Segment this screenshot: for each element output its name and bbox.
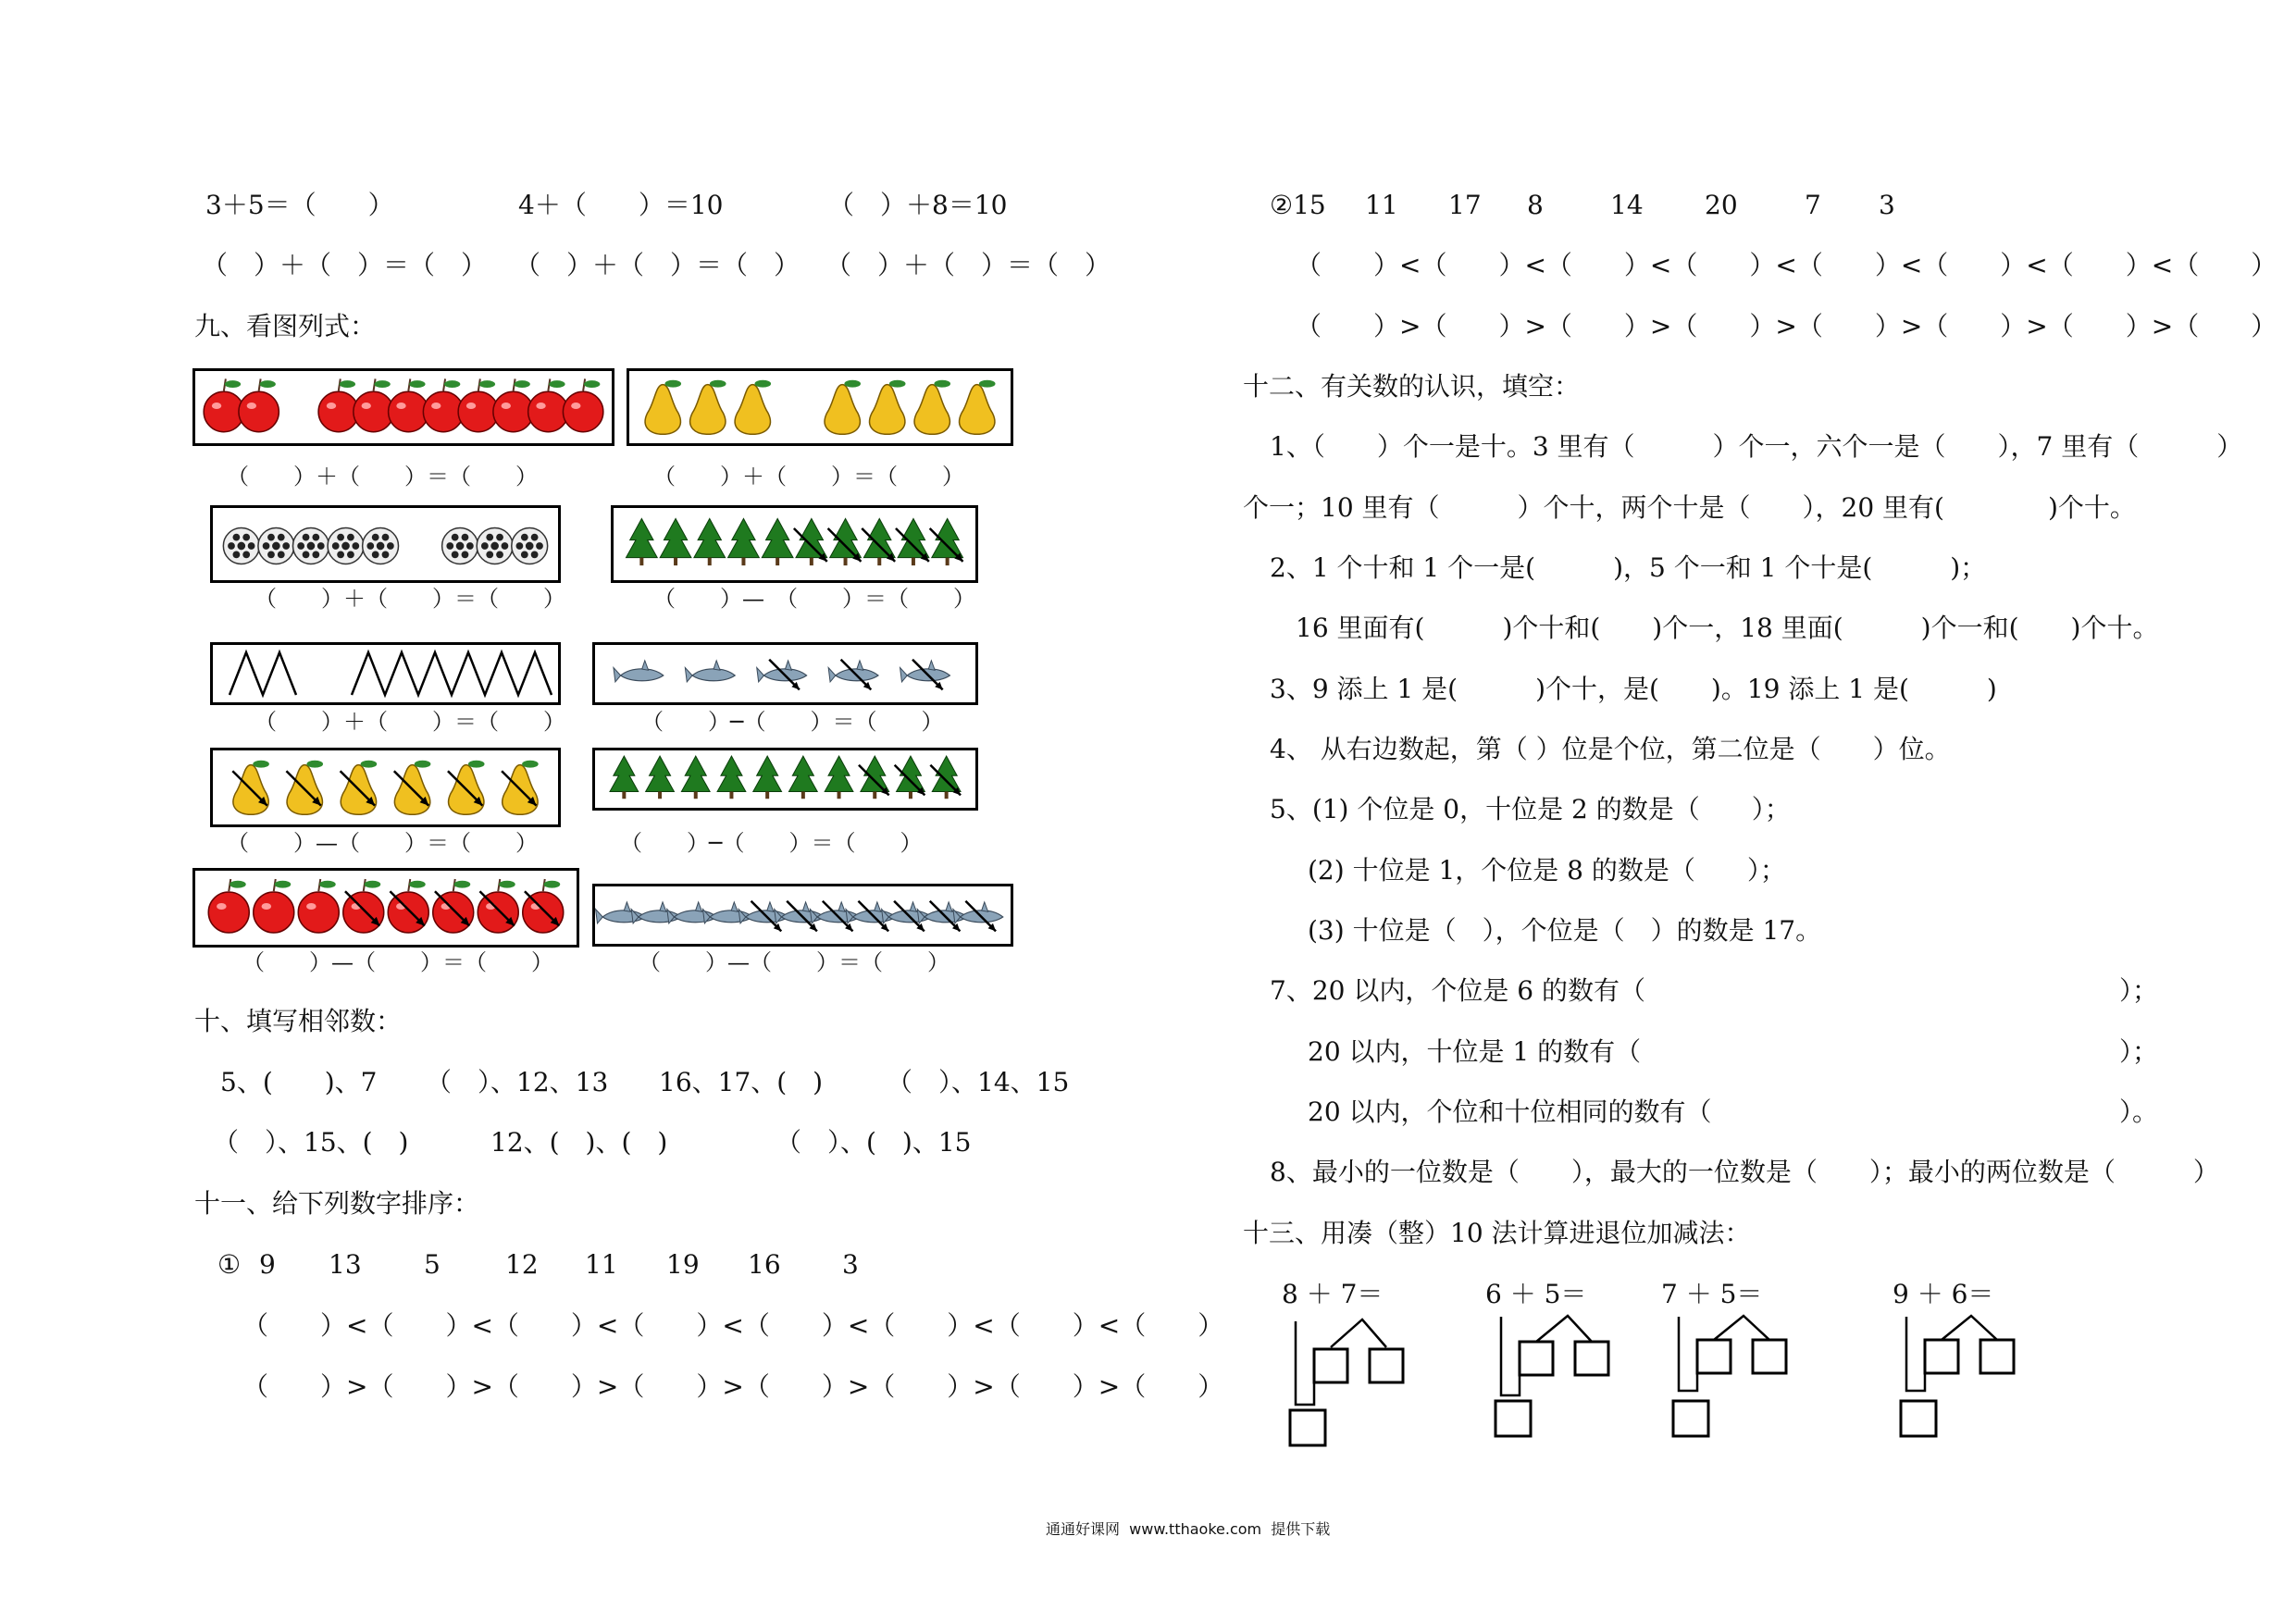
picture-equation: （ ）—（ ）＝（ ）	[227, 830, 538, 856]
equation-blank-plus-8: （ ）＋8＝10	[828, 190, 1008, 220]
picture-items	[223, 528, 547, 564]
answer-square	[1697, 1340, 1731, 1373]
sort-q1-number: 12	[505, 1249, 539, 1280]
sort-q1-number: 13	[329, 1249, 362, 1280]
answer-square	[1370, 1349, 1403, 1382]
sort-q1-number: 11	[585, 1249, 618, 1280]
picture-items	[208, 879, 564, 933]
equation-blank-sum-3: （ ）＋（ ）＝（ ）	[825, 250, 1111, 280]
picture-box-balls-add	[210, 505, 561, 583]
number-fact-line: 1、（ ）个一是十。3 里有（ ）个一，六个一是（ ），7 里有（ ）	[1270, 431, 2243, 462]
number-fact-line: 20 以内，个位和十位相同的数有（	[1308, 1096, 1712, 1127]
answer-square	[1901, 1401, 1936, 1436]
equation-blank-sum-2: （ ）＋（ ）＝（ ）	[515, 250, 800, 280]
sort-q2-number: 20	[1705, 190, 1738, 220]
picture-equation: （ ）＋（ ）＝（ ）	[653, 464, 964, 489]
sort-q2-number: ②15	[1270, 190, 1326, 220]
picture-box-pears-subtract	[210, 748, 561, 827]
make-ten-diagram-2	[1483, 1312, 1631, 1451]
make-ten-expression: 6 ＋ 5＝	[1485, 1279, 1587, 1309]
sort-q2-number: 17	[1448, 190, 1482, 220]
picture-items	[645, 380, 995, 435]
picture-items	[204, 378, 603, 431]
number-fact-line: (3) 十位是（ ），个位是（ ）的数是 17。	[1308, 915, 1822, 946]
sort-q2-number: 14	[1610, 190, 1644, 220]
picture-equation: （ ）＋（ ）＝（ ）	[227, 464, 538, 489]
line-end-paren: ）；	[2119, 1036, 2159, 1067]
make-ten-diagram-3	[1660, 1312, 1808, 1451]
sort-q1-number: 16	[748, 1249, 781, 1280]
sort-q1-number: 5	[424, 1249, 441, 1280]
make-ten-diagram-4	[1888, 1312, 2036, 1451]
picture-equation: （ ）—（ ）＝（ ）	[639, 949, 949, 975]
sort-q2-number: 8	[1527, 190, 1544, 220]
picture-items	[596, 901, 1003, 932]
picture-items	[610, 756, 961, 799]
picture-box-sharks-subtract-2	[592, 884, 1013, 947]
line-end-paren: ）。	[2119, 1096, 2159, 1127]
sort-q2-number: 11	[1365, 190, 1398, 220]
picture-equation: （ ）─（ ）＝（ ）	[641, 709, 944, 735]
sort-q1-less-than-row: （ ）<（ ）<（ ）<（ ）<（ ）<（ ）<（ ）<（ ）	[242, 1310, 1224, 1341]
sort-q2-less-than-row: （ ）<（ ）<（ ）<（ ）<（ ）<（ ）<（ ）<（ ）	[1296, 250, 2277, 280]
answer-square	[1925, 1340, 1958, 1373]
sort-q1-number: 3	[842, 1249, 859, 1280]
section-12-title: 十二、有关数的认识，填空：	[1243, 371, 1581, 402]
answer-square	[1673, 1401, 1708, 1436]
answer-square	[1290, 1410, 1325, 1445]
picture-box-pears-add	[627, 368, 1013, 446]
number-fact-line: 2、1 个十和 1 个一是( )，5 个一和 1 个十是( )；	[1270, 552, 1987, 583]
picture-box-apples-subtract	[192, 868, 579, 948]
picture-items	[230, 652, 552, 695]
number-fact-line: (2) 十位是 1，个位是 8 的数是（ ）；	[1308, 855, 1786, 886]
picture-equation: （ ）—（ ）＝（ ）	[242, 949, 553, 975]
picture-box-apples-add	[192, 368, 614, 446]
number-fact-line: 5、(1) 个位是 0，十位是 2 的数是（ ）；	[1270, 794, 1791, 824]
answer-square	[1980, 1340, 2014, 1373]
neighbor-15-end: （ ）、( )、15	[776, 1127, 972, 1158]
neighbor-14-15: （ ）、14、15	[887, 1067, 1070, 1097]
equation-4-plus-blank: 4＋（ ）＝10	[518, 190, 724, 220]
number-fact-line: 20 以内，十位是 1 的数有（	[1308, 1036, 1642, 1067]
sort-q1-number: 9	[259, 1249, 276, 1280]
answer-square	[1753, 1340, 1786, 1373]
neighbor-16-17: 16、17、( )	[659, 1067, 824, 1097]
make-ten-expression: 7 ＋ 5＝	[1661, 1279, 1763, 1309]
equation-3-plus-5: 3＋5＝（ ）	[205, 190, 394, 220]
sort-q1-label: ①	[217, 1249, 242, 1280]
sort-q2-number: 3	[1879, 190, 1895, 220]
picture-box-triangles-add	[210, 642, 561, 705]
neighbor-15: （ ）、15、( )	[213, 1127, 409, 1158]
neighbor-5-7: 5、( )、7	[220, 1067, 378, 1097]
picture-box-trees-subtract-2	[592, 748, 978, 811]
picture-box-trees-subtract	[611, 505, 978, 583]
make-ten-expression: 8 ＋ 7＝	[1282, 1279, 1384, 1309]
picture-equation: （ ）─（ ）＝（ ）	[620, 830, 923, 856]
section-10-title: 十、填写相邻数：	[194, 1006, 403, 1036]
picture-items	[232, 761, 538, 815]
picture-box-sharks-subtract	[592, 642, 978, 705]
neighbor-12-13: （ ）、12、13	[426, 1067, 609, 1097]
answer-square	[1496, 1401, 1531, 1436]
make-ten-expression: 9 ＋ 6＝	[1893, 1279, 1994, 1309]
picture-equation: （ ）＋（ ）＝（ ）	[254, 709, 565, 735]
line-end-paren: ）；	[2119, 975, 2159, 1006]
number-fact-line: 4、 从右边数起，第（ ）位是个位，第二位是（ ）位。	[1270, 734, 1951, 764]
neighbor-12: 12、( )、( )	[490, 1127, 668, 1158]
picture-equation: （ ）— （ ）＝（ ）	[653, 586, 975, 612]
number-fact-line: 8、最小的一位数是（ ），最大的一位数是（ ）；最小的两位数是（ ）	[1270, 1157, 2219, 1187]
picture-items	[626, 518, 962, 565]
section-11-title: 十一、给下列数字排序：	[194, 1188, 480, 1219]
picture-items	[614, 660, 949, 690]
sort-q2-greater-than-row: （ ）>（ ）>（ ）>（ ）>（ ）>（ ）>（ ）>（ ）	[1296, 311, 2277, 341]
answer-square	[1575, 1342, 1608, 1375]
number-fact-line: 16 里面有( )个十和( )个一，18 里面( )个一和( )个十。	[1296, 613, 2159, 643]
sort-q2-number: 7	[1805, 190, 1821, 220]
section-13-title: 十三、用凑（整）10 法计算进退位加减法：	[1243, 1218, 1751, 1248]
equation-blank-sum-1: （ ）＋（ ）＝（ ）	[202, 250, 488, 280]
footer-credit: 通通好课网 www.tthaoke.com 提供下载	[1046, 1520, 1331, 1538]
section-9-title: 九、看图列式：	[194, 311, 377, 341]
sort-q1-number: 19	[666, 1249, 700, 1280]
make-ten-diagram-1	[1277, 1312, 1425, 1451]
number-fact-line: 个一；10 里有（ ）个十，两个十是（ ），20 里有( )个十。	[1243, 492, 2136, 523]
picture-equation: （ ）＋（ ）＝（ ）	[254, 586, 565, 612]
answer-square	[1520, 1342, 1553, 1375]
number-fact-line: 3、9 添上 1 是( )个十，是( )。19 添上 1 是( )	[1270, 674, 1997, 704]
answer-square	[1314, 1349, 1347, 1382]
sort-q1-greater-than-row: （ ）>（ ）>（ ）>（ ）>（ ）>（ ）>（ ）>（ ）	[242, 1371, 1224, 1402]
number-fact-line: 7、20 以内，个位是 6 的数有（	[1270, 975, 1645, 1006]
